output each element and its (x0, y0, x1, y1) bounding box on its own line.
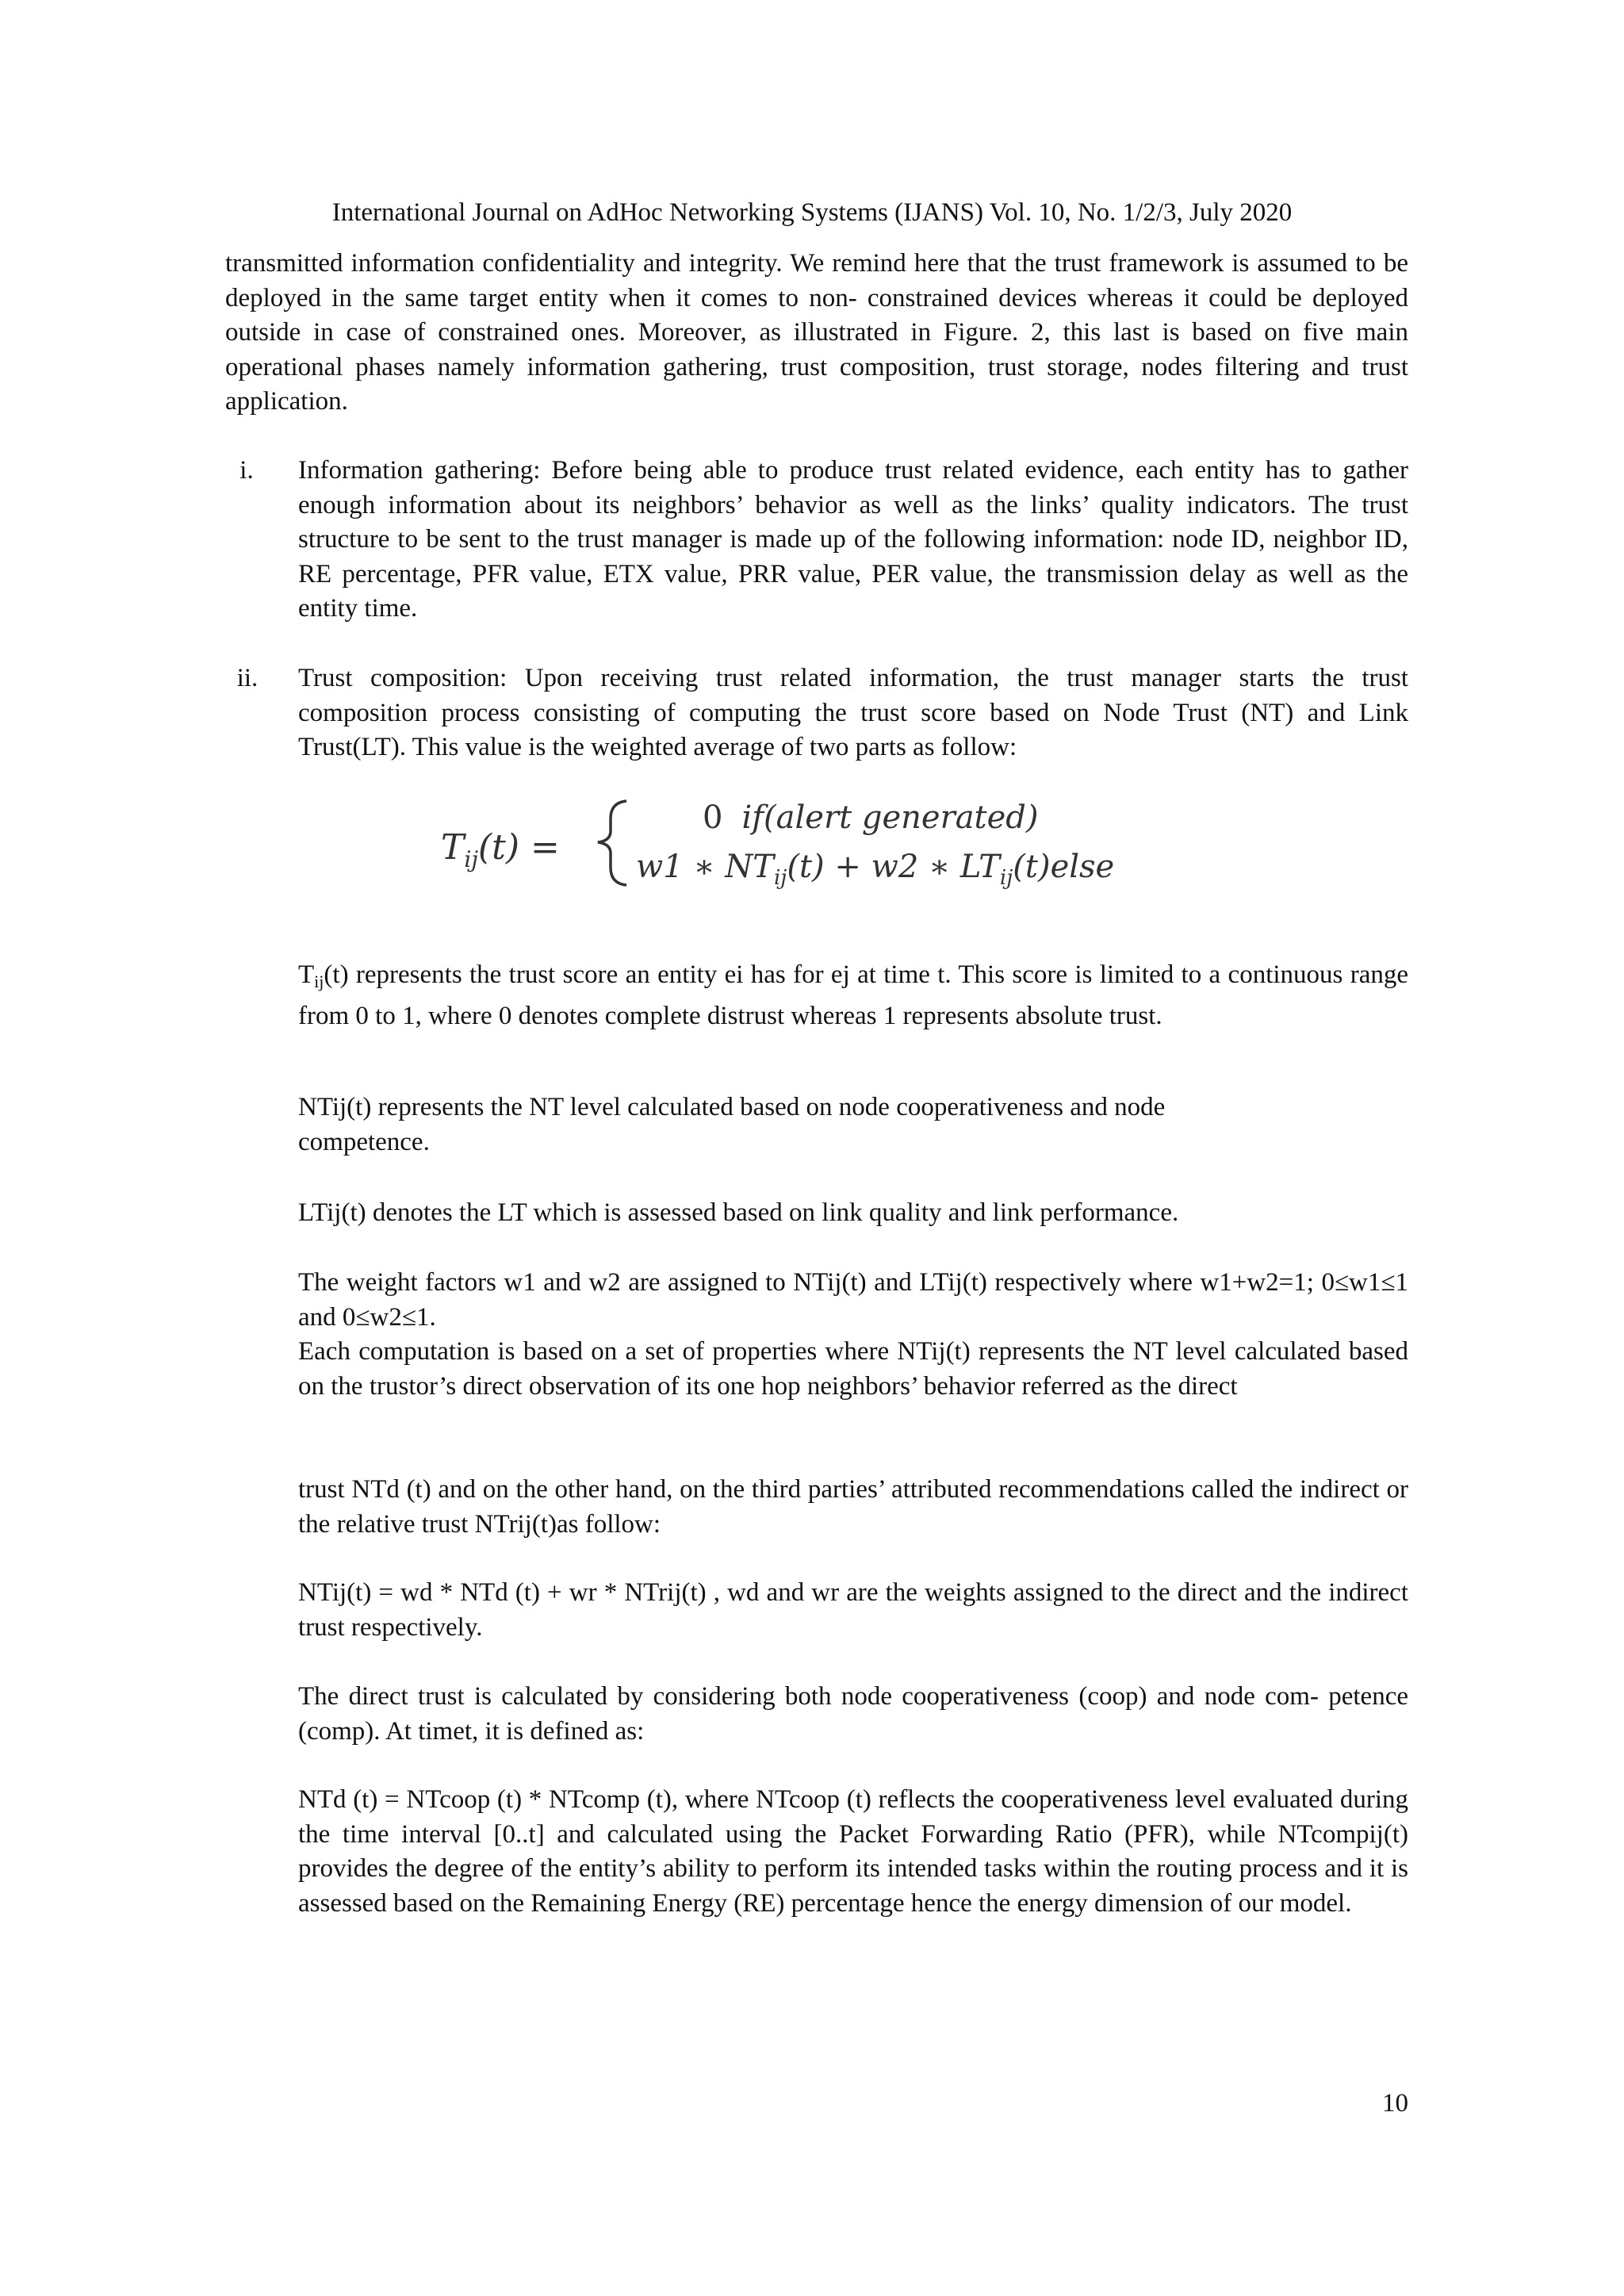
ntij-formula-paragraph: NTij(t) = wd * NTd (t) + wr * NTrij(t) , wd and wr are the weights assigned to the direct and the indirect trust respectively. (298, 1578, 1408, 1642)
tij-subscript: ij (314, 972, 324, 991)
svg-text:Tij(t) = (441, 827, 560, 872)
equation-lhs: T (441, 827, 465, 868)
computation-paragraph: Each computation is based on a set of properties where NTij(t) represents the NT level calculated based on the trustor’s direct observation of its one hop neighbors’ behavior referred as the direct (298, 1337, 1408, 1401)
equation-lhs-arg: (t) = (478, 827, 560, 868)
equation-case1-condition: if(alert generated) (741, 799, 1039, 836)
running-head: International Journal on AdHoc Networking Systems (IJANS) Vol. 10, No. 1/2/3, July 2020 (331, 198, 1293, 227)
ntij-line-2: competence. (298, 1127, 430, 1156)
ntd-formula-paragraph: NTd (t) = NTcoop (t) * NTcomp (t), where NTcoop (t) reflects the cooperativeness level evaluated during the time interval [0..t] and calculated using the Packet Forwarding Ratio (PFR), while NTcompij(t) provides the degree of the entity’s ability to perform its intended tasks within the routing process and it is assessed based on the Remaining Energy (RE) percentage hence the energy dimension of our model. (298, 1785, 1408, 1918)
equation-case1-value: 0 (703, 799, 723, 836)
ntij-paragraph (298, 1091, 1408, 1159)
ntij-line-1: NTij(t) represents the NT level calculated based on node cooperativeness and node (298, 1093, 1166, 1121)
list-item-text: Information gathering: Before being able to produce trust related evidence, each entity has to gather enough information about its neighbors’ behavior as well as the links’ quality indicators. The trust structure to be sent to the trust manager is made up of the following information: node ID, neighbor ID, RE percentage, PFR value, ETX value, PRR value, PER value, the transmission delay as well as the entity time. (298, 456, 1408, 623)
list-marker: ii. (236, 664, 259, 692)
equation-lhs-sub: ij (464, 846, 478, 872)
equation-case2-part2: (t) + w2 ∗ LT (787, 849, 1000, 885)
page-number: 10 (1382, 2089, 1408, 2118)
direct-trust-paragraph: The direct trust is calculated by considering both node cooperativeness (coop) and node com- petence (comp). At timet, it is defined as: (298, 1682, 1408, 1746)
equation-case2-part1: w1 ∗ NT (636, 849, 774, 885)
trust-score-equation (441, 785, 1170, 896)
equation-case2-part3: (t)else (1013, 849, 1115, 885)
tij-symbol: T (298, 960, 315, 989)
svg-text:0if(alert generated) (703, 799, 1039, 836)
svg-text:w1 ∗ NTij(t) + w2 ∗ LTij(t)els (636, 849, 1114, 890)
weights-paragraph: The weight factors w1 and w2 are assigned to NTij(t) and LTij(t) respectively where w1+w2=1; 0≤w1≤1 and 0≤w2≤1. (298, 1268, 1408, 1332)
list-item-text: Trust composition: Upon receiving trust related information, the trust manager starts the trust composition process consisting of computing the trust score based on Node Trust (NT) and Link Trust(LT). This value is the weighted average of two parts as follow: (298, 664, 1408, 761)
equation-case2-sub1: ij (773, 866, 787, 890)
ltij-paragraph: LTij(t) denotes the LT which is assessed based on link quality and link performance. (298, 1198, 1179, 1227)
intro-paragraph: transmitted information confidentiality and integrity. We remind here that the trust framework is assumed to be deployed in the same target entity when it comes to non- constrained devices whereas it could be deployed outside in case of constrained ones. Moreover, as illustrated in Figure. 2, this last is based on five main operational phases namely information gathering, trust composition, trust storage, nodes filtering and trust application. (225, 249, 1408, 416)
left-brace (598, 801, 626, 885)
tij-text: (t) represents the trust score an entity ei has for ej at time t. This score is limited to a continuous range from 0 to 1, where 0 denotes complete distrust whereas 1 represents absolute trust. (298, 960, 1408, 1030)
tij-paragraph (298, 958, 1408, 1033)
equation-case2-sub2: ij (999, 866, 1013, 890)
list-marker: i. (239, 456, 254, 485)
ntd-trust-paragraph: trust NTd (t) and on the other hand, on the third parties’ attributed recommendations called the indirect or the relative trust NTrij(t)as follow: (298, 1475, 1408, 1539)
